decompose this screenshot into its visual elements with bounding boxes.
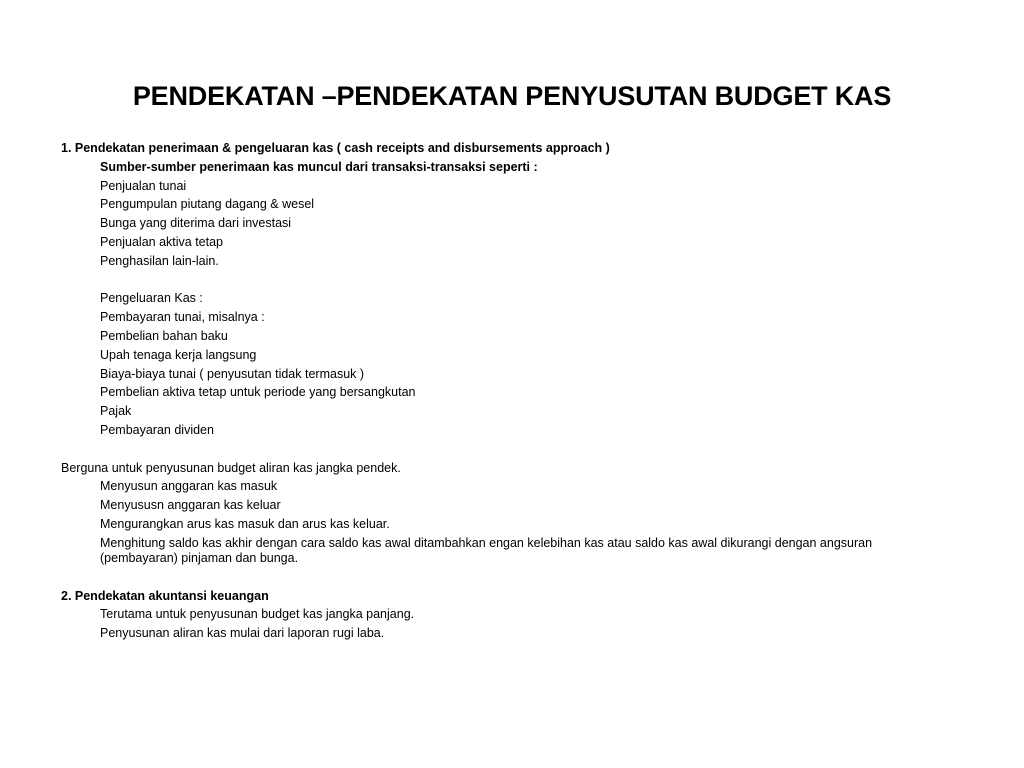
- receipt-item: Pengumpulan piutang dagang & wesel: [100, 197, 315, 212]
- usage-item: Menghitung saldo kas akhir dengan cara saldo kas awal ditambahkan engan kelebihan kas atau saldo kas awal dikurangi dengan angsuran (pembayaran) pinjaman dan bunga.: [100, 535, 873, 565]
- section-2-item: Terutama untuk penyusunan budget kas jangka panjang.: [100, 607, 415, 622]
- receipt-item: Penjualan aktiva tetap: [100, 234, 224, 249]
- usage-item: Menyususn anggaran kas keluar: [100, 498, 281, 513]
- receipt-item: Penjualan tunai: [100, 178, 187, 193]
- section-2-item: Penyusunan aliran kas mulai dari laporan rugi laba.: [100, 626, 385, 641]
- usage-item: Mengurangkan arus kas masuk dan arus kas keluar.: [100, 516, 390, 531]
- blank-line: [61, 440, 951, 459]
- usage-item: Menyusun anggaran kas masuk: [100, 479, 278, 494]
- disbursement-item: Pembelian bahan baku: [100, 328, 228, 343]
- section-2-heading: 2. Pendekatan akuntansi keuangan: [61, 588, 269, 603]
- disbursement-item: Pajak: [100, 404, 132, 419]
- slide-title: PENDEKATAN –PENDEKATAN PENYUSUTAN BUDGET KAS: [132, 81, 892, 111]
- section-1-heading: 1. Pendekatan penerimaan & pengeluaran kas ( cash receipts and disbursements approach ): [61, 141, 610, 155]
- disbursements-intro: Pengeluaran Kas :: [100, 291, 203, 306]
- receipt-item: Bunga yang diterima dari investasi: [100, 216, 292, 231]
- disbursement-item: Pembayaran dividen: [100, 422, 214, 437]
- receipt-item: Penghasilan lain-lain.: [100, 253, 219, 268]
- disbursement-item: Pembelian aktiva tetap untuk periode yang bersangkutan: [100, 385, 416, 400]
- cash-payments-intro: Pembayaran tunai, misalnya :: [100, 310, 265, 325]
- blank-line: [61, 568, 951, 587]
- disbursement-item: Biaya-biaya tunai ( penyusutan tidak termasuk ): [100, 366, 365, 381]
- usage-intro: Berguna untuk penyusunan budget aliran kas jangka pendek.: [61, 460, 401, 475]
- receipts-intro: Sumber-sumber penerimaan kas muncul dari transaksi-transaksi seperti :: [100, 159, 538, 174]
- disbursement-item: Upah tenaga kerja langsung: [100, 347, 257, 362]
- slide-body: [61, 139, 951, 643]
- blank-line: [61, 271, 951, 290]
